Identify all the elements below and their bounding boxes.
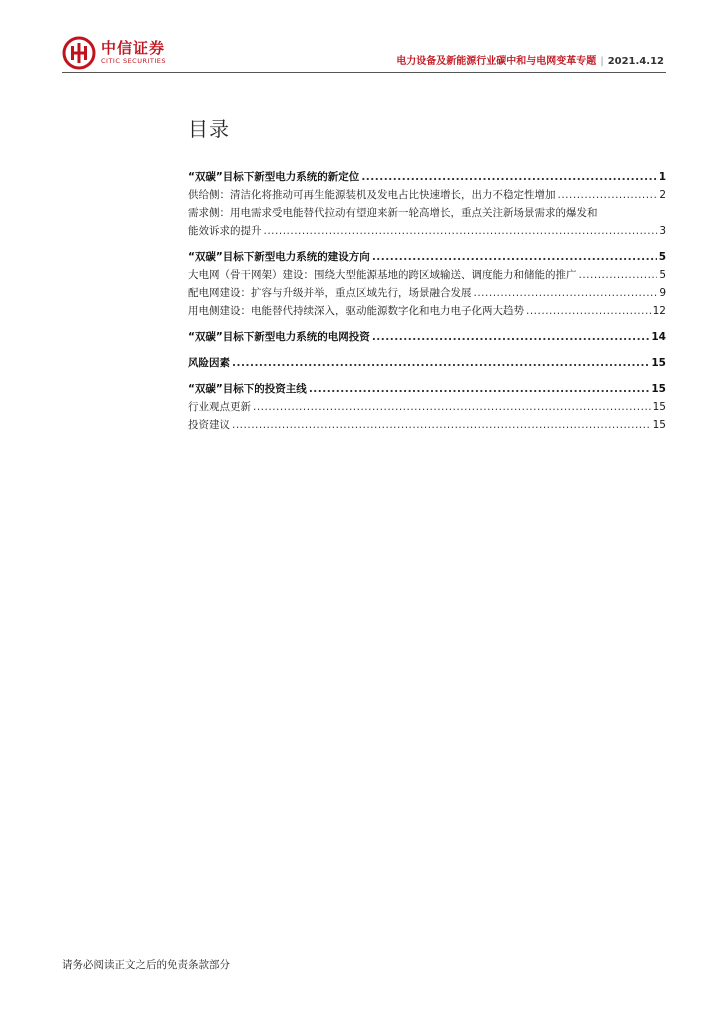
toc-entry-label: 需求侧：用电需求受电能替代拉动有望迎来新一轮高增长，重点关注新场景需求的爆发和 <box>188 207 598 219</box>
toc-leader-dots <box>558 186 658 204</box>
toc-entry[interactable] <box>188 302 666 320</box>
citic-emblem-icon <box>62 36 96 70</box>
toc-entry[interactable] <box>188 328 666 346</box>
toc-entry-page: 15 <box>651 357 666 369</box>
toc-leader-dots <box>474 284 658 302</box>
toc-leader-dots <box>579 266 658 284</box>
toc-title: 目录 <box>188 117 230 141</box>
toc-entry[interactable] <box>188 168 666 186</box>
toc-entry-page: 3 <box>659 225 666 237</box>
logo-cn-text: 中信证券 <box>101 39 166 57</box>
toc-entry-label: 投资建议 <box>188 419 230 431</box>
logo-en-text: CITIC SECURITIES <box>101 57 167 65</box>
toc-entry-label: 供给侧：清洁化将推动可再生能源装机及发电占比快速增长，出力不稳定性增加 <box>188 189 556 201</box>
footer-disclaimer: 请务必阅读正文之后的免责条款部分 <box>62 959 230 971</box>
header-separator: | <box>600 56 604 67</box>
toc-entry-label: 风险因素 <box>188 357 230 369</box>
toc-entry-label: “双碳”目标下新型电力系统的建设方向 <box>188 251 370 263</box>
toc-entry-page: 15 <box>652 419 666 431</box>
toc-entry-page: 14 <box>651 331 666 343</box>
toc-entry[interactable] <box>188 266 666 284</box>
report-date: 2021.4.12 <box>607 56 664 67</box>
toc-leader-dots <box>264 222 658 240</box>
toc-entry-page: 9 <box>659 287 666 299</box>
toc-leader-dots <box>309 380 650 398</box>
toc-leader-dots <box>361 168 656 186</box>
toc-entry-label: 用电侧建设：电能替代持续深入，驱动能源数字化和电力电子化两大趋势 <box>188 305 524 317</box>
toc-entry-page: 15 <box>651 383 666 395</box>
toc-entry-page: 15 <box>652 401 666 413</box>
toc-entry[interactable] <box>188 248 666 266</box>
toc-entry[interactable] <box>188 380 666 398</box>
table-of-contents <box>188 168 666 434</box>
toc-leader-dots <box>372 248 657 266</box>
header-divider <box>62 72 666 73</box>
toc-entry[interactable] <box>188 204 666 222</box>
toc-entry-label: 行业观点更新 <box>188 401 251 413</box>
toc-entry-label: “双碳”目标下新型电力系统的电网投资 <box>188 331 370 343</box>
toc-leader-dots <box>526 302 651 320</box>
toc-entry[interactable] <box>188 354 666 372</box>
toc-entry-label-cont: 能效诉求的提升 <box>188 225 262 237</box>
toc-leader-dots <box>372 328 650 346</box>
toc-entry[interactable] <box>188 398 666 416</box>
report-title: 电力设备及新能源行业碳中和与电网变革专题 <box>396 56 597 67</box>
page-header <box>62 34 666 72</box>
toc-entry[interactable] <box>188 284 666 302</box>
toc-entry-page: 2 <box>659 189 666 201</box>
toc-entry-page: 5 <box>659 269 666 281</box>
toc-leader-dots <box>253 398 651 416</box>
report-header-info <box>396 52 664 67</box>
toc-entry-continuation[interactable] <box>188 222 666 240</box>
toc-entry[interactable] <box>188 416 666 434</box>
toc-entry-page: 5 <box>658 251 666 263</box>
toc-entry-label: 配电网建设：扩容与升级并举，重点区域先行，场景融合发展 <box>188 287 472 299</box>
toc-entry-page: 1 <box>658 171 666 183</box>
toc-entry-label: “双碳”目标下新型电力系统的新定位 <box>188 171 360 183</box>
toc-entry[interactable] <box>188 186 666 204</box>
toc-entry-page: 12 <box>652 305 666 317</box>
citic-logo <box>62 36 166 70</box>
toc-leader-dots <box>232 354 649 372</box>
toc-leader-dots <box>232 416 651 434</box>
toc-entry-label: “双碳”目标下的投资主线 <box>188 383 307 395</box>
toc-entry-label: 大电网（骨干网架）建设：围绕大型能源基地的跨区域输送、调度能力和储能的推广 <box>188 269 577 281</box>
